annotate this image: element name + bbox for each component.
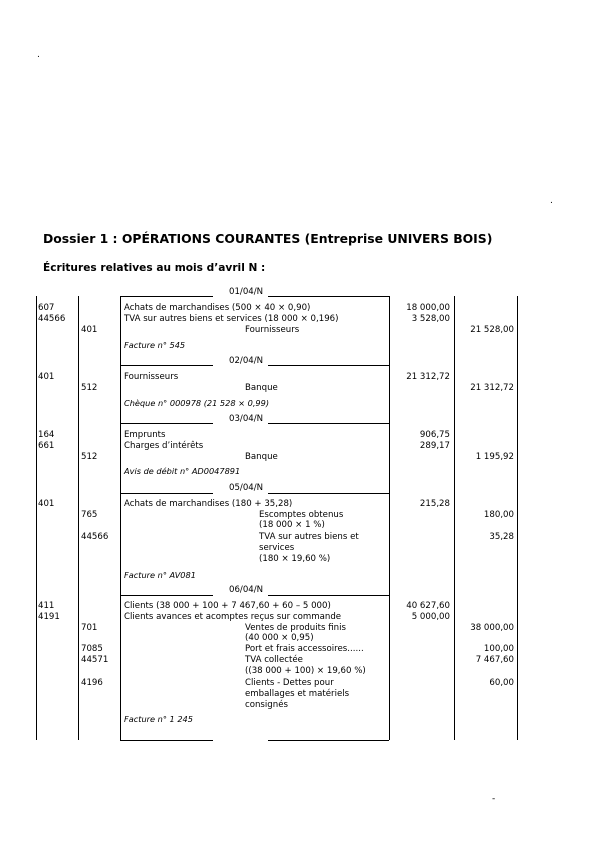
date-separator xyxy=(120,740,213,741)
col-rule xyxy=(389,296,390,740)
debit-account: 661 xyxy=(38,441,55,451)
entry-label: Banque xyxy=(245,452,278,462)
entry-date: 03/04/N xyxy=(229,414,264,424)
entry-label: Emprunts xyxy=(124,430,166,440)
entry-label: Port et frais accessoires...... xyxy=(245,644,364,654)
entry-label: TVA collectée xyxy=(245,655,303,665)
stray-dot: . xyxy=(37,50,40,60)
entry-label: services xyxy=(259,543,295,553)
entry-label: (40 000 × 0,95) xyxy=(245,633,314,643)
credit-account: 401 xyxy=(81,325,98,335)
debit-account: 401 xyxy=(38,499,55,509)
debit-amount: 40 627,60 xyxy=(406,601,450,611)
debit-account: 401 xyxy=(38,372,55,382)
col-rule xyxy=(517,296,518,740)
entry-label: emballages et matériels xyxy=(245,689,350,699)
credit-amount: 38 000,00 xyxy=(470,623,514,633)
credit-amount: 35,28 xyxy=(489,532,514,542)
entry-label: ((38 000 + 100) × 19,60 %) xyxy=(245,666,366,676)
debit-account: 607 xyxy=(38,303,55,313)
entry-label: (180 × 19,60 %) xyxy=(259,554,331,564)
stray-dot: . xyxy=(550,196,553,206)
credit-account: 44571 xyxy=(81,655,109,665)
debit-account: 44566 xyxy=(38,314,66,324)
debit-amount: 215,28 xyxy=(419,499,450,509)
entry-date: 02/04/N xyxy=(229,356,264,366)
entry-label: Escomptes obtenus xyxy=(259,510,344,520)
debit-account: 164 xyxy=(38,430,55,440)
col-rule xyxy=(454,296,455,740)
entry-label: Fournisseurs xyxy=(245,325,300,335)
entry-date: 06/04/N xyxy=(229,585,264,595)
credit-account: 701 xyxy=(81,623,98,633)
debit-amount: 21 312,72 xyxy=(406,372,450,382)
entry-label: TVA sur autres biens et services (18 000 × 0,196) xyxy=(124,314,339,324)
credit-account: 7085 xyxy=(81,644,103,654)
entry-label: Fournisseurs xyxy=(124,372,179,382)
entry-reference: Facture n° 545 xyxy=(124,340,186,350)
entry-reference: Chèque n° 000978 (21 528 × 0,99) xyxy=(124,398,270,408)
date-separator xyxy=(268,493,389,494)
entry-label: TVA sur autres biens et xyxy=(259,532,359,542)
entry-label: Clients - Dettes pour xyxy=(245,678,334,688)
entry-date: 05/04/N xyxy=(229,483,264,493)
debit-account: 4191 xyxy=(38,612,60,622)
credit-amount: 60,00 xyxy=(489,678,514,688)
credit-amount: 1 195,92 xyxy=(475,452,514,462)
credit-amount: 100,00 xyxy=(483,644,514,654)
entry-label: Clients (38 000 + 100 + 7 467,60 + 60 – 5 000) xyxy=(124,601,331,611)
col-rule xyxy=(36,296,37,740)
entry-label: (18 000 × 1 %) xyxy=(259,520,325,530)
col-rule xyxy=(120,296,121,740)
credit-amount: 180,00 xyxy=(483,510,514,520)
credit-account: 765 xyxy=(81,510,98,520)
date-separator xyxy=(120,365,213,366)
date-separator xyxy=(120,493,213,494)
entry-label: Achats de marchandises (180 + 35,28) xyxy=(124,499,293,509)
debit-amount: 18 000,00 xyxy=(406,303,450,313)
entry-reference: Avis de débit n° AD0047891 xyxy=(124,466,241,476)
entry-label: Achats de marchandises (500 × 40 × 0,90) xyxy=(124,303,311,313)
date-separator xyxy=(120,423,213,424)
section-subtitle: Écritures relatives au mois d’avril N : xyxy=(43,262,266,274)
page-title: Dossier 1 : OPÉRATIONS COURANTES (Entreprise UNIVERS BOIS) xyxy=(43,231,493,246)
date-separator xyxy=(120,296,213,297)
date-separator xyxy=(268,595,389,596)
entry-label: Ventes de produits finis xyxy=(245,623,346,633)
debit-amount: 906,75 xyxy=(419,430,450,440)
entry-label: Banque xyxy=(245,383,278,393)
credit-account: 44566 xyxy=(81,532,109,542)
entry-reference: Facture n° AV081 xyxy=(124,570,196,580)
date-separator xyxy=(268,365,389,366)
entry-label: Charges d’intérêts xyxy=(124,441,204,451)
credit-account: 512 xyxy=(81,383,98,393)
entry-label: consignés xyxy=(245,700,288,710)
entry-date: 01/04/N xyxy=(229,287,264,297)
debit-amount: 289,17 xyxy=(419,441,450,451)
stray-dash: - xyxy=(492,794,496,804)
credit-amount: 21 528,00 xyxy=(470,325,514,335)
date-separator xyxy=(120,595,213,596)
credit-account: 4196 xyxy=(81,678,103,688)
date-separator xyxy=(268,296,389,297)
col-rule xyxy=(78,296,79,740)
credit-amount: 21 312,72 xyxy=(470,383,514,393)
debit-account: 411 xyxy=(38,601,55,611)
date-separator xyxy=(268,740,389,741)
debit-amount: 3 528,00 xyxy=(411,314,450,324)
entry-label: Clients avances et acomptes reçus sur commande xyxy=(124,612,342,622)
credit-amount: 7 467,60 xyxy=(475,655,514,665)
debit-amount: 5 000,00 xyxy=(411,612,450,622)
credit-account: 512 xyxy=(81,452,98,462)
entry-reference: Facture n° 1 245 xyxy=(124,714,193,724)
date-separator xyxy=(268,423,389,424)
